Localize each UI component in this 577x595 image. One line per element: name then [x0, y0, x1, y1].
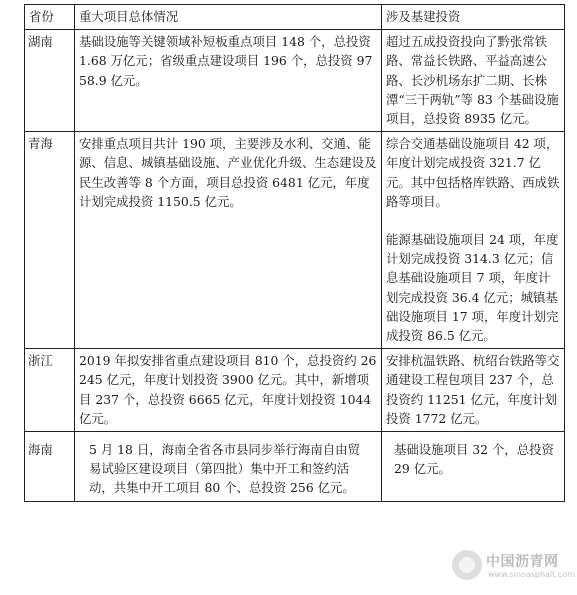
watermark-logo-icon [452, 550, 482, 580]
infrastructure-cell [382, 30, 565, 132]
table-row-hunan [25, 30, 565, 132]
watermark-title: 中国沥青网 [486, 554, 559, 570]
overview-text: 2019 年拟安排省重点建设项目 810 个，总投资约 26245 亿元，年度计划投资 3900 亿元。其中，新增项目 237 个，总投资 6665 亿元，年度计划投资 1044 亿元。 [79, 353, 377, 426]
watermark [452, 548, 575, 588]
table-row-hainan [25, 432, 565, 502]
province-cell: 浙江 [25, 349, 75, 432]
infrastructure-text: 基础设施项目 32 个，总投资 29 亿元。 [394, 442, 554, 477]
province-cell: 青海 [25, 132, 75, 349]
projects-table [24, 4, 565, 502]
infrastructure-text: 能源基础设施项目 24 项，年度计划完成投资 314.3 亿元；信息基础设施项目 7 项，年度计划完成投资 36.4 亿元；城镇基础设施项目 17 项，年度计划完成投资 86.5 亿元。 [386, 232, 559, 344]
province-cell: 海南 [25, 432, 75, 502]
infrastructure-cell [382, 432, 565, 502]
header-infrastructure: 涉及基建投资 [382, 5, 565, 30]
province-cell: 湖南 [25, 30, 75, 132]
infrastructure-cell [382, 132, 565, 349]
infrastructure-text: 安排杭温铁路、杭绍台铁路等交通建设工程包项目 237 个，总投资约 11251 亿元，年度计划投资 1772 亿元。 [386, 353, 560, 426]
paragraph-gap [386, 211, 560, 230]
table-row-zhejiang [25, 349, 565, 432]
watermark-url: www.sinoasphalt.com [488, 570, 575, 579]
overview-text: 基础设施等关键领域补短板重点项目 148 个，总投资 1.68 万亿元；省级重点建设项目 196 个，总投资 9758.9 亿元。 [79, 34, 373, 88]
overview-text: 5 月 18 日，海南全省各市县同步举行海南自由贸易试验区建设项目（第四批）集中开工和签约活动，共集中开工项目 80 个、总投资 256 亿元。 [89, 442, 360, 496]
table-row-qinghai [25, 132, 565, 349]
infrastructure-text: 综合交通基础设施项目 42 项，年度计划完成投资 321.7 亿元。其中包括格库铁路、西成铁路等项目。 [386, 136, 560, 209]
overview-cell [75, 30, 382, 132]
table-header-row [25, 5, 565, 30]
infrastructure-text: 超过五成投资投向了黔张常铁路、常益长铁路、平益高速公路、长沙机场东扩二期、长株潭“三干两轨”等 83 个基础设施项目，总投资 8935 亿元。 [386, 34, 559, 127]
overview-cell [75, 432, 382, 502]
infrastructure-cell [382, 349, 565, 432]
header-overview: 重大项目总体情况 [75, 5, 382, 30]
overview-cell [75, 132, 382, 349]
overview-cell [75, 349, 382, 432]
header-province: 省份 [25, 5, 75, 30]
overview-text: 安排重点项目共计 190 项，主要涉及水利、交通、能源、信息、城镇基础设施、产业优化升级、生态建设及民生改善等 8 个方面，项目总投资 6481 亿元，年度计划完成投资 1150.5 亿元。 [79, 136, 377, 209]
